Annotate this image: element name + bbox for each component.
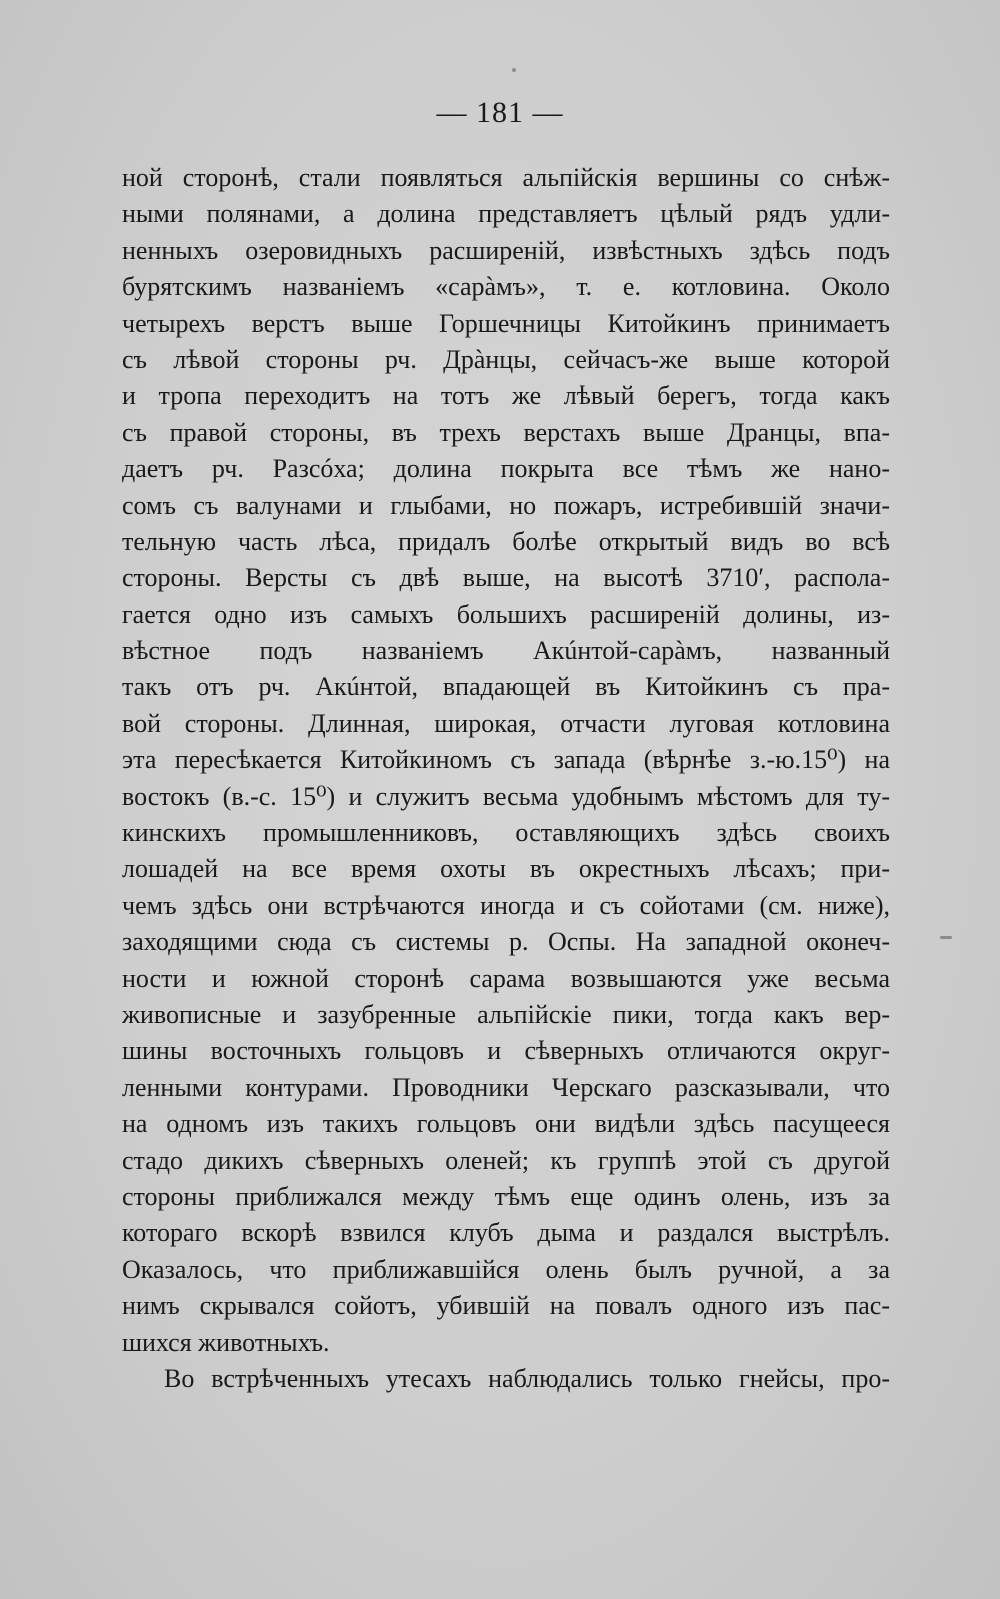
text-line: такъ отъ рч. Акúнтой, впадающей въ Китойкинъ съ пра- <box>122 672 890 702</box>
text-line: шины восточныхъ гольцовъ и сѣверныхъ отличаются округ- <box>122 1036 890 1066</box>
text-line: заходящими сюда съ системы р. Оспы. На западной оконеч- <box>122 927 890 957</box>
text-line: Оказалось, что приближавшійся олень былъ ручной, а за <box>122 1254 890 1284</box>
text-line: тельную часть лѣса, придалъ болѣе открытый видъ во всѣ <box>122 526 890 556</box>
text-line: ности и южной сторонѣ сарама возвышаются уже весьма <box>122 963 890 993</box>
text-line: котораго вскорѣ взвился клубъ дыма и раздался выстрѣлъ. <box>122 1218 890 1248</box>
text-line: живописные и зазубренные альпійскіе пики, тогда какъ вер- <box>122 999 890 1029</box>
text-line: вой стороны. Длинная, широкая, отчасти луговая котловина <box>122 708 890 738</box>
text-line: нимъ скрывался сойотъ, убившій на повалъ одного изъ пас- <box>122 1291 890 1321</box>
text-line: даетъ рч. Разсóха; долина покрыта все тѣмъ же нано- <box>122 454 890 484</box>
text-line: на одномъ изъ такихъ гольцовъ они видѣли здѣсь пасущееся <box>122 1109 890 1139</box>
body-text <box>122 160 890 1397</box>
print-speck <box>512 68 516 72</box>
paragraph-2 <box>122 1361 890 1397</box>
text-line: съ правой стороны, въ трехъ верстахъ выше Дранцы, впа- <box>122 417 890 447</box>
text-line: шихся животныхъ. <box>122 1327 330 1357</box>
text-line: бурятскимъ названіемъ «сарàмъ», т. е. котловина. Около <box>122 272 890 302</box>
text-line: чемъ здѣсь они встрѣчаются иногда и съ сойотами (см. ниже), <box>122 890 890 920</box>
text-line: лошадей на все время охоты въ окрестныхъ лѣсахъ; при- <box>122 854 890 884</box>
text-line: гается одно изъ самыхъ большихъ расширеній долины, из- <box>122 599 890 629</box>
text-line: ненныхъ озеровидныхъ расширеній, извѣстныхъ здѣсь подъ <box>122 235 890 265</box>
text-line: ленными контурами. Проводники Черскаго разсказывали, что <box>122 1072 890 1102</box>
text-line: съ лѣвой стороны рч. Дрàнцы, сейчасъ-же выше которой <box>122 344 890 374</box>
text-line: ными полянами, а долина представляетъ цѣлый рядъ удли- <box>122 199 890 229</box>
text-line: Во встрѣченныхъ утесахъ наблюдались только гнейсы, про- <box>164 1363 890 1393</box>
print-speck <box>940 936 952 939</box>
text-line: кинскихъ промышленниковъ, оставляющихъ здѣсь своихъ <box>122 818 890 848</box>
text-line: и тропа переходитъ на тотъ же лѣвый берегъ, тогда какъ <box>122 381 890 411</box>
text-line: четырехъ верстъ выше Горшечницы Китойкинъ принимаетъ <box>122 308 890 338</box>
text-line: сомъ съ валунами и глыбами, но пожаръ, истребившій значи- <box>122 490 890 520</box>
text-line: востокъ (в.-с. 15⁰) и служитъ весьма удобнымъ мѣстомъ для ту- <box>122 781 890 811</box>
text-line: стороны приближался между тѣмъ еще одинъ олень, изъ за <box>122 1181 890 1211</box>
paragraph-1 <box>122 160 890 1361</box>
text-line: эта пересѣкается Китойкиномъ съ запада (вѣрнѣе з.-ю.15⁰) на <box>122 745 890 775</box>
text-line: вѣстное подъ названіемъ Акúнтой-сарàмъ, названный <box>122 636 890 666</box>
text-line: стадо дикихъ сѣверныхъ оленей; къ группѣ этой съ другой <box>122 1145 890 1175</box>
page-number: — 181 — <box>436 96 564 129</box>
text-line: ной сторонѣ, стали появляться альпійскія вершины со снѣж- <box>122 163 890 192</box>
text-line: стороны. Версты съ двѣ выше, на высотѣ 3710′, распола- <box>122 563 890 593</box>
